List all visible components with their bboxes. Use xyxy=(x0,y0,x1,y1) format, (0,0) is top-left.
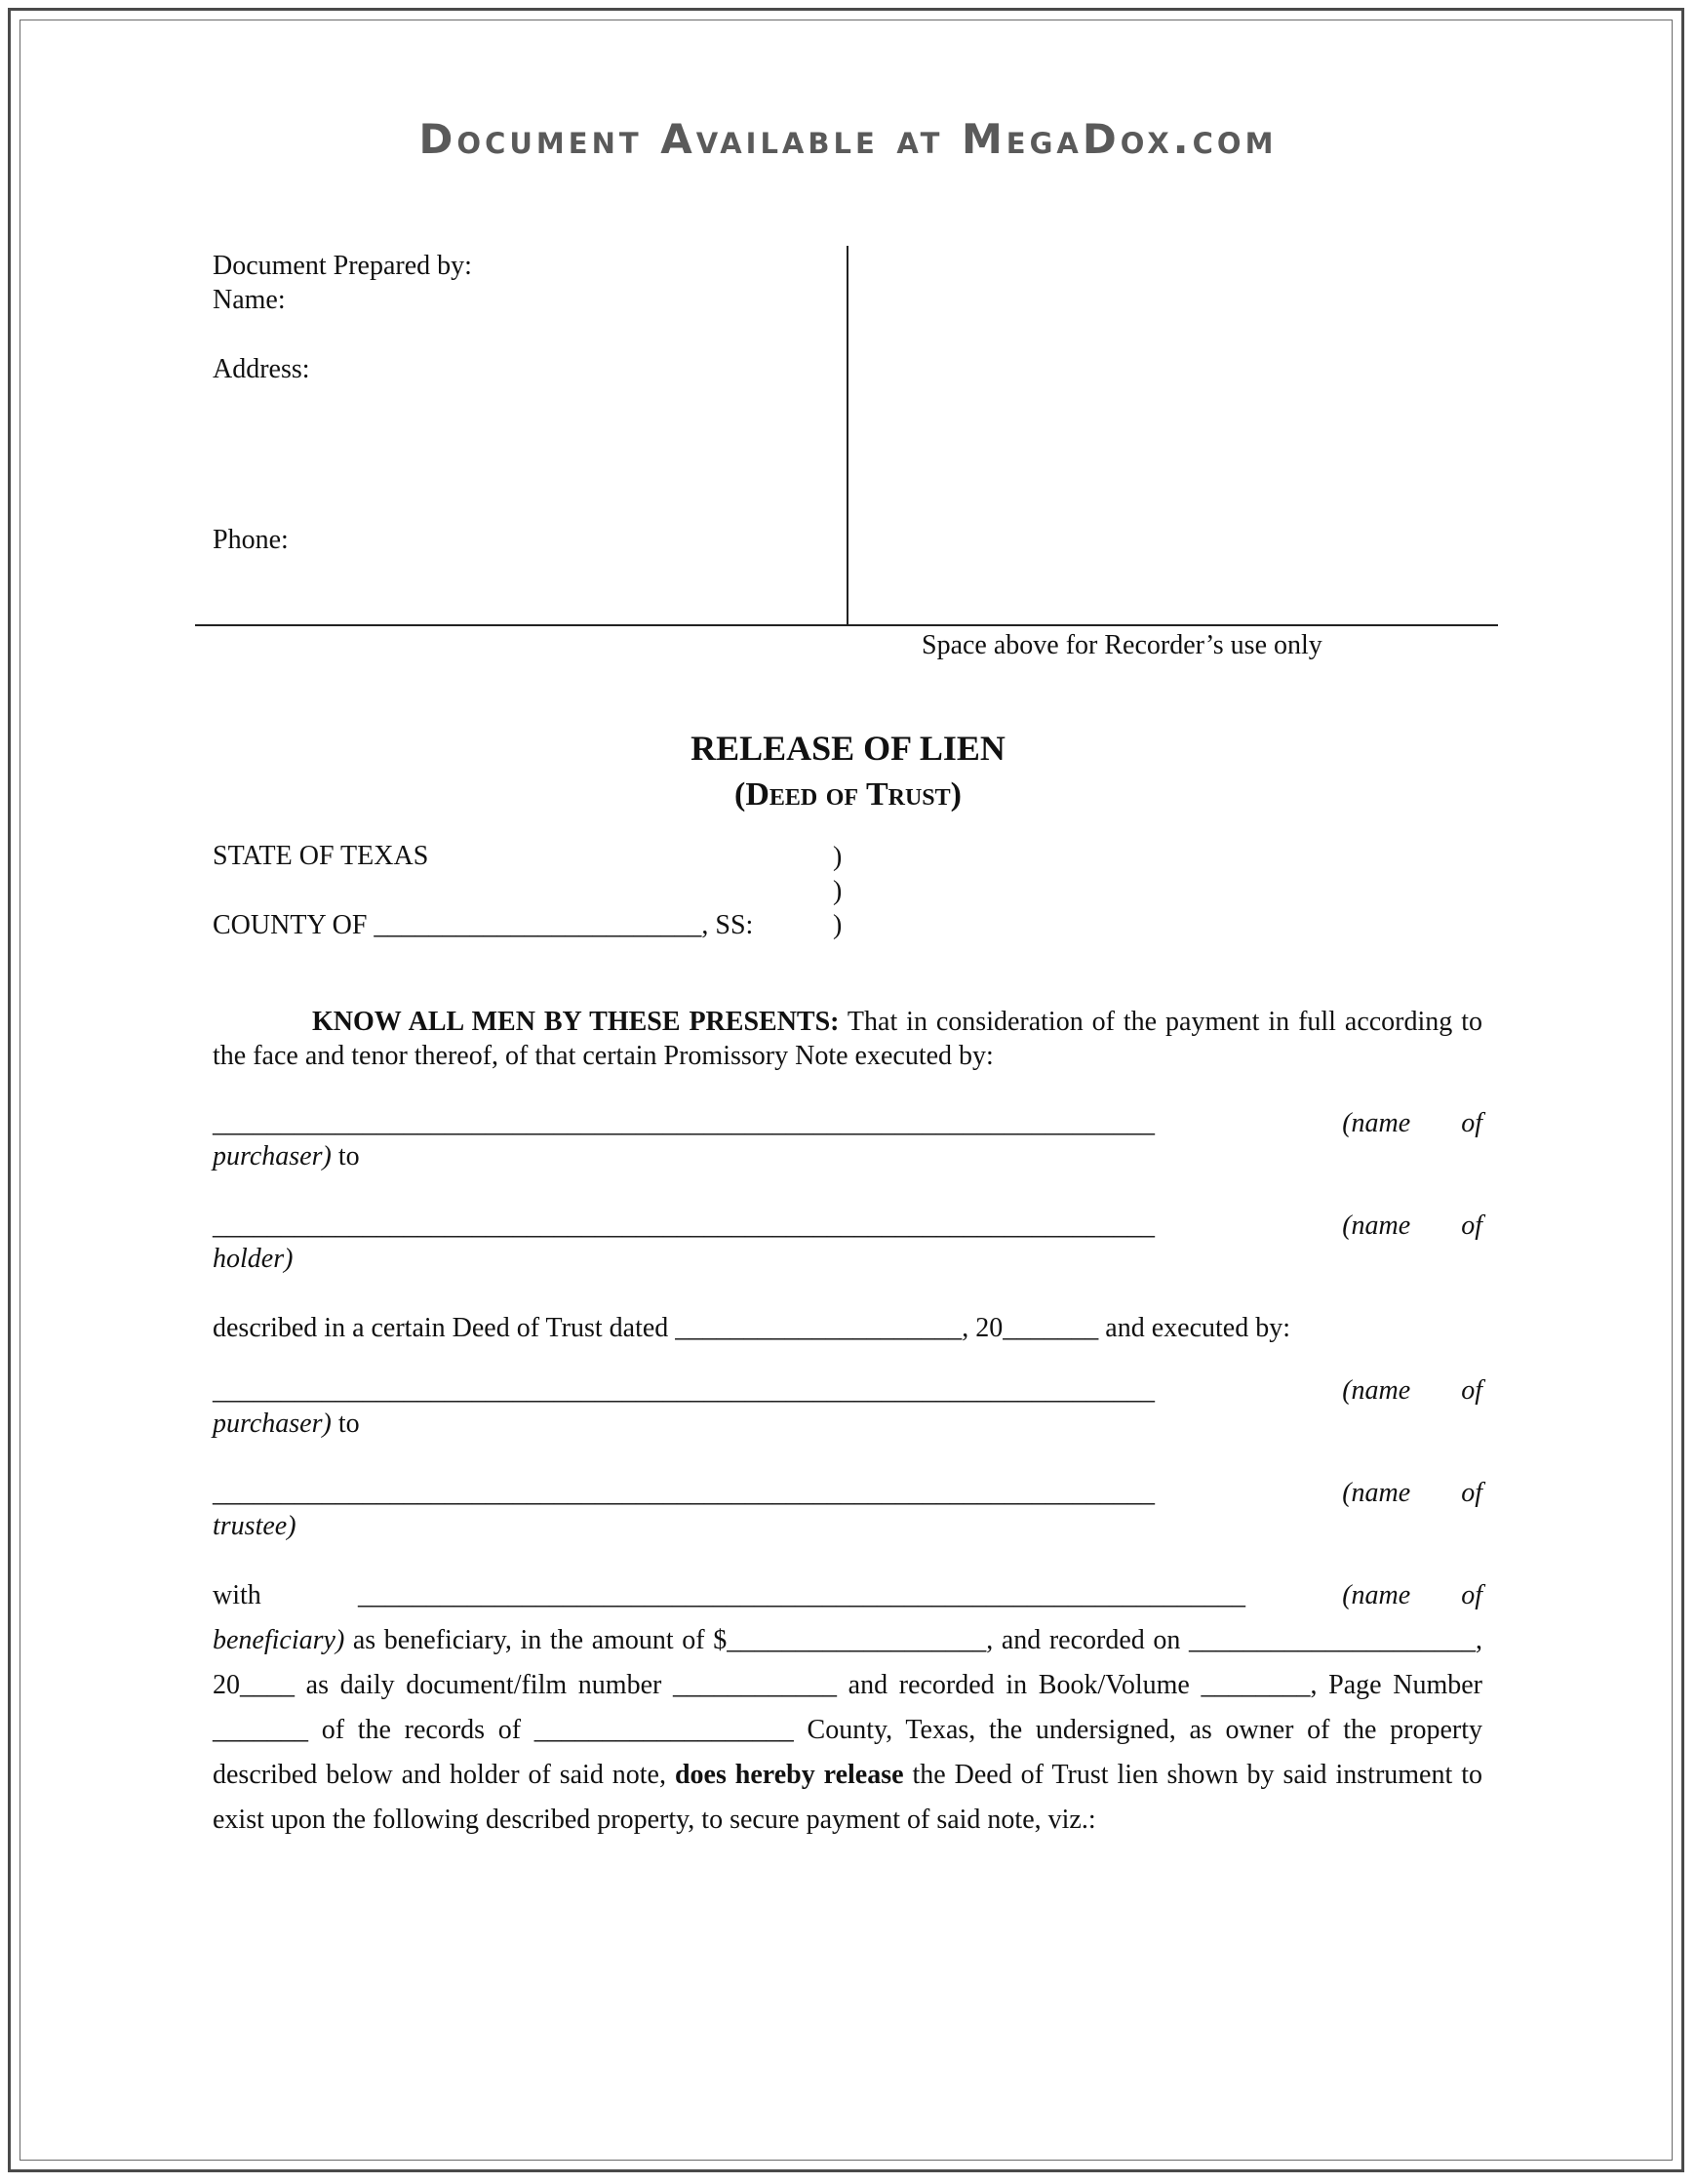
intro-paragraph xyxy=(213,1005,1482,1073)
blank-line: _____________________________________________________________________ xyxy=(213,1478,1155,1508)
purchaser-caption: purchaser) to xyxy=(213,1141,360,1171)
beneficiary-hint: beneficiary) xyxy=(213,1625,345,1655)
venue-paren: ) xyxy=(833,910,843,940)
blank-line: _____________________________________________________________________ xyxy=(213,1108,1155,1138)
address-label: Address: xyxy=(213,354,310,384)
name-hint: (name xyxy=(1342,1211,1411,1241)
of-hint: of xyxy=(1461,1478,1482,1508)
phone-label: Phone: xyxy=(213,525,289,555)
intro-text: That in consideration of the payment in full according to the face and tenor thereof, of that certain Promissory Note executed by: xyxy=(213,1007,1482,1071)
beneficiary-blank-row xyxy=(213,1580,1482,1611)
name-hint: (name xyxy=(1342,1478,1411,1508)
name-hint: (name xyxy=(1342,1580,1411,1610)
blank-line: _____________________________________________________________________ xyxy=(213,1211,1155,1241)
recorder-divider-vertical xyxy=(847,246,848,624)
name-hint: (name xyxy=(1342,1108,1411,1138)
blank-line: _____________________________________________________________________ xyxy=(213,1375,1155,1406)
deed-dated-line: described in a certain Deed of Trust dated _____________________, 20_______ and executed by: xyxy=(213,1313,1291,1343)
venue-paren: ) xyxy=(833,842,843,872)
county-line: COUNTY OF ________________________, SS: xyxy=(213,910,754,940)
with-label: with xyxy=(213,1580,261,1610)
of-hint: of xyxy=(1461,1375,1482,1406)
recorder-divider-horizontal xyxy=(195,624,1498,626)
holder-caption: holder) xyxy=(213,1244,294,1274)
name-label: Name: xyxy=(213,285,286,315)
venue-paren: ) xyxy=(833,876,843,906)
watermark-banner: Document Available at MegaDox.com xyxy=(418,115,1278,163)
of-hint: of xyxy=(1461,1580,1482,1610)
recorder-note: Space above for Recorder’s use only xyxy=(922,630,1322,660)
holder-blank-row xyxy=(213,1211,1482,1242)
trustee-blank-row xyxy=(213,1478,1482,1509)
state-label: STATE OF TEXAS xyxy=(213,841,429,871)
purchaser-blank-row xyxy=(213,1375,1482,1407)
of-hint: of xyxy=(1461,1211,1482,1241)
document-subtitle: (Deed of Trust) xyxy=(734,776,962,813)
release-paragraph: beneficiary) as beneficiary, in the amount of $___________________, and recorded on _____________________, 20____ as daily document/film number ____________ and recorded in Book/Volume ________, Page Number _______ of the records of ___________________ County, Texas, the undersigned, as owner of the property described below and holder of said note, does hereby release the Deed of Trust lien shown by said instrument to exist upon the following described property, to secure payment of said note, viz.: xyxy=(213,1625,1482,1835)
purchaser-blank-row xyxy=(213,1108,1482,1139)
intro-bold: KNOW ALL MEN BY THESE PRESENTS: xyxy=(312,1007,840,1037)
of-hint: of xyxy=(1461,1108,1482,1138)
release-bold: does hereby release xyxy=(674,1760,904,1790)
purchaser-caption: purchaser) to xyxy=(213,1409,360,1439)
name-hint: (name xyxy=(1342,1375,1411,1406)
document-title: RELEASE OF LIEN xyxy=(690,729,1006,768)
trustee-caption: trustee) xyxy=(213,1511,296,1541)
prepared-by-label: Document Prepared by: xyxy=(213,251,472,281)
blank-line: _________________________________________________________________ xyxy=(358,1580,1245,1610)
